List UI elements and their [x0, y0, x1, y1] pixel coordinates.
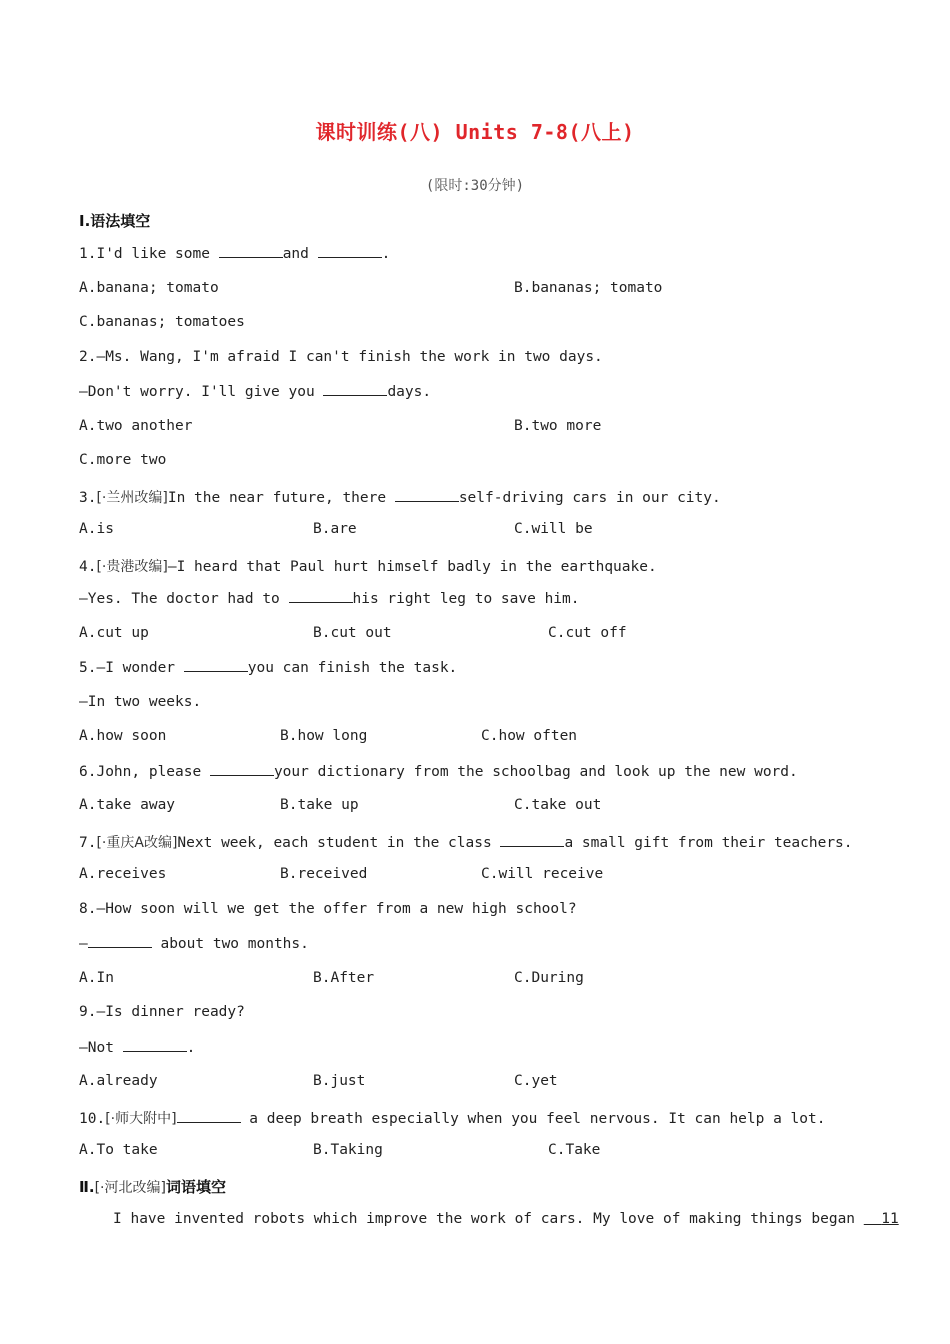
option-b: B.After: [313, 970, 375, 986]
option-a: A.how soon: [79, 728, 167, 744]
question-source: [·重庆A改编]: [96, 835, 178, 851]
question-5: 5.—I wonder you can finish the task.: [79, 660, 458, 676]
option-c: C.During: [514, 970, 584, 986]
option-c: C.cut off: [548, 625, 627, 641]
option-b: B.how long: [280, 728, 368, 744]
section-source: [·河北改编]: [94, 1180, 166, 1196]
option-a: A.is: [79, 521, 114, 537]
question-6: 6.John, please your dictionary from the schoolbag and look up the new word.: [79, 764, 798, 780]
answer-blank: [500, 834, 564, 847]
answer-blank: [318, 245, 382, 258]
question-1: 1.I'd like some and .: [79, 246, 391, 262]
option-b: B.Taking: [313, 1142, 383, 1158]
answer-blank: [395, 489, 459, 502]
option-c: C.Take: [548, 1142, 601, 1158]
option-a: A.two another: [79, 418, 193, 434]
question-source: [·兰州改编]: [96, 490, 168, 506]
section-2-heading: Ⅱ.[·河北改编]词语填空: [79, 1178, 226, 1196]
option-c: C.yet: [514, 1073, 558, 1089]
question-4-reply: —Yes. The doctor had to his right leg to save him.: [79, 591, 580, 607]
option-b: B.cut out: [313, 625, 392, 641]
option-b: B.take up: [280, 797, 359, 813]
answer-blank: [88, 935, 152, 948]
option-b: B.bananas; tomato: [514, 280, 663, 296]
page-title: 课时训练(八) Units 7-8(八上): [315, 120, 635, 144]
option-a: A.To take: [79, 1142, 158, 1158]
option-b: B.received: [280, 866, 368, 882]
option-a: A.cut up: [79, 625, 149, 641]
option-a: A.banana; tomato: [79, 280, 219, 296]
question-8-reply: — about two months.: [79, 936, 309, 952]
passage-line: I have invented robots which improve the work of cars. My love of making things began 11: [113, 1211, 899, 1227]
question-10: 10.[·师大附中] a deep breath especially when you feel nervous. It can help a lot.: [79, 1111, 826, 1127]
blank-number: 11: [881, 1211, 899, 1227]
answer-blank: [177, 1110, 241, 1123]
question-source: [·贵港改编]: [96, 559, 168, 575]
question-8: 8.—How soon will we get the offer from a new high school?: [79, 901, 577, 917]
question-4: 4.[·贵港改编]—I heard that Paul hurt himself badly in the earthquake.: [79, 559, 657, 575]
option-c: C.take out: [514, 797, 602, 813]
question-2-reply: —Don't worry. I'll give you days.: [79, 384, 432, 400]
option-b: B.two more: [514, 418, 602, 434]
option-a: A.receives: [79, 866, 167, 882]
answer-blank: [219, 245, 283, 258]
option-b: B.are: [313, 521, 357, 537]
question-9-reply: —Not .: [79, 1040, 196, 1056]
question-7: 7.[·重庆A改编]Next week, each student in the class a small gift from their teachers.: [79, 835, 853, 851]
answer-blank: [184, 659, 248, 672]
option-c: C.more two: [79, 452, 167, 468]
time-limit: (限时:30分钟): [425, 178, 525, 194]
option-a: A.In: [79, 970, 114, 986]
option-c: C.will receive: [481, 866, 604, 882]
question-2: 2.—Ms. Wang, I'm afraid I can't finish the work in two days.: [79, 349, 603, 365]
option-c: C.will be: [514, 521, 593, 537]
answer-blank: [210, 763, 274, 776]
question-3: 3.[·兰州改编]In the near future, there self-driving cars in our city.: [79, 490, 721, 506]
option-b: B.just: [313, 1073, 366, 1089]
answer-blank: [123, 1039, 187, 1052]
option-a: A.take away: [79, 797, 176, 813]
answer-blank: [323, 383, 387, 396]
question-source: [·师大附中]: [105, 1111, 177, 1127]
option-c: C.how often: [481, 728, 578, 744]
answer-blank: [289, 590, 353, 603]
option-a: A.already: [79, 1073, 158, 1089]
question-5-reply: —In two weeks.: [79, 694, 202, 710]
section-1-heading: Ⅰ.语法填空: [79, 212, 151, 230]
question-9: 9.—Is dinner ready?: [79, 1004, 245, 1020]
option-c: C.bananas; tomatoes: [79, 314, 245, 330]
